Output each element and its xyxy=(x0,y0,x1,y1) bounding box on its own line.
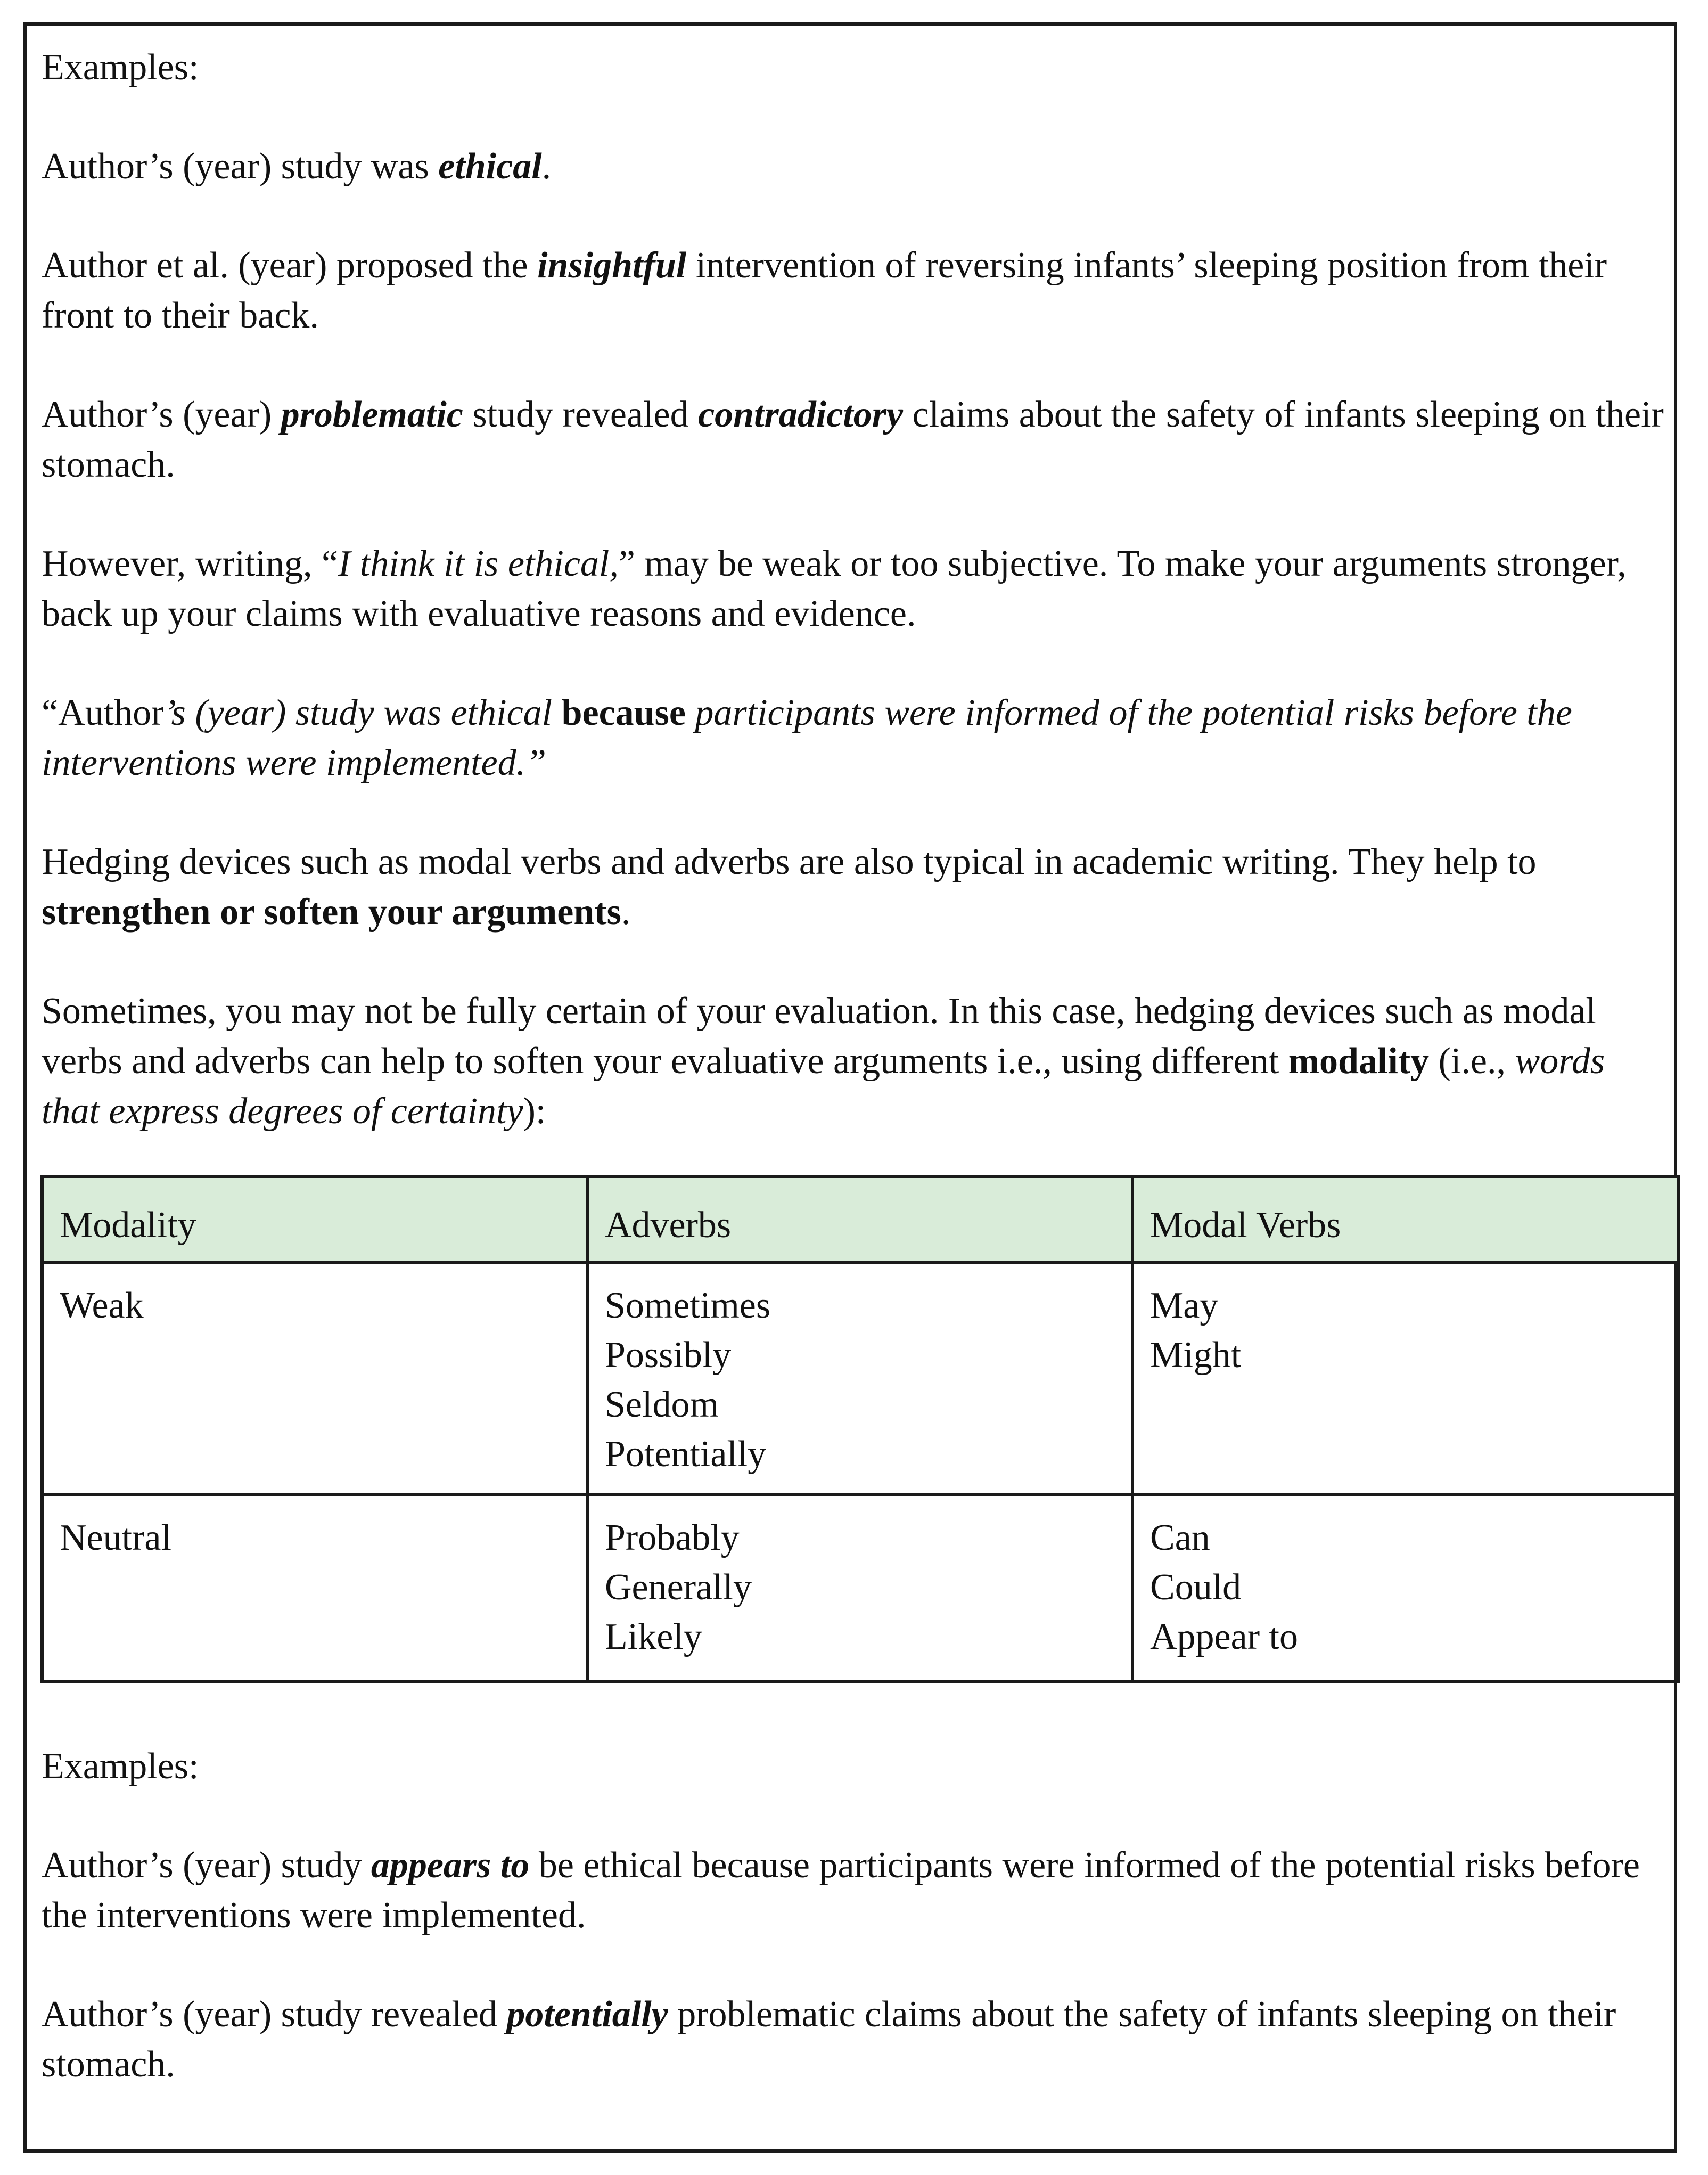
example-3: Author’s (year) problematic study revealed contradictory claims about the safety of infants sleeping on their stomach. xyxy=(42,394,1664,485)
adverb-item: Likely xyxy=(605,1616,702,1657)
header-adverbs: Adverbs xyxy=(587,1176,1132,1262)
adverb-item: Possibly xyxy=(605,1335,732,1376)
table-header-row xyxy=(42,1176,1679,1262)
however-paragraph: However, writing, “I think it is ethical,” may be weak or too subjective. To make your arguments stronger, back up your claims with evaluative reasons and evidence. xyxy=(42,543,1627,634)
intro-section xyxy=(42,43,1671,1185)
quote-paragraph: “Author’s (year) study was ethical because participants were informed of the potential risks before the interventions were implemented.” xyxy=(42,692,1572,783)
header-modal-verbs: Modal Verbs xyxy=(1132,1176,1679,1262)
table-row xyxy=(42,1494,1679,1682)
adverb-item: Sometimes xyxy=(605,1285,771,1326)
outro-section xyxy=(42,1741,1671,2139)
modal-verb-item: Appear to xyxy=(1150,1616,1298,1657)
examples-label: Examples: xyxy=(42,1746,199,1787)
modal-verb-item: Might xyxy=(1150,1335,1242,1376)
adverb-item: Generally xyxy=(605,1567,752,1608)
cell-modality: Neutral xyxy=(42,1494,587,1682)
sometimes-paragraph: Sometimes, you may not be fully certain of your evaluation. In this case, hedging devices such as modal verbs and adverbs can help to soften your evaluative arguments i.e., using different modality (i.e., words that express degrees of certainty): xyxy=(42,991,1605,1132)
header-modality: Modality xyxy=(42,1176,587,1262)
adverb-item: Potentially xyxy=(605,1434,767,1475)
modal-verb-item: Can xyxy=(1150,1517,1210,1558)
modality-table xyxy=(40,1175,1680,1683)
example-4: Author’s (year) study appears to be ethical because participants were informed of the potential risks before the interventions were implemented. xyxy=(42,1845,1640,1936)
hedging-paragraph: Hedging devices such as modal verbs and adverbs are also typical in academic writing. They help to strengthen or soften your arguments. xyxy=(42,841,1537,933)
cell-modal-verbs xyxy=(1132,1494,1679,1682)
table-row xyxy=(42,1262,1679,1494)
modal-verb-item: May xyxy=(1150,1285,1219,1326)
example-5: Author’s (year) study revealed potentially problematic claims about the safety of infants sleeping on their stomach. xyxy=(42,1994,1616,2085)
examples-label: Examples: xyxy=(42,47,199,88)
example-2: Author et al. (year) proposed the insightful intervention of reversing infants’ sleeping position from their front to their back. xyxy=(42,245,1607,336)
cell-modality: Weak xyxy=(42,1262,587,1494)
modal-verb-item: Could xyxy=(1150,1567,1242,1608)
adverb-item: Seldom xyxy=(605,1384,719,1425)
adverb-item: Probably xyxy=(605,1517,740,1558)
cell-modal-verbs xyxy=(1132,1262,1679,1494)
cell-adverbs xyxy=(587,1262,1132,1494)
example-1: Author’s (year) study was ethical. xyxy=(42,146,552,187)
cell-adverbs xyxy=(587,1494,1132,1682)
